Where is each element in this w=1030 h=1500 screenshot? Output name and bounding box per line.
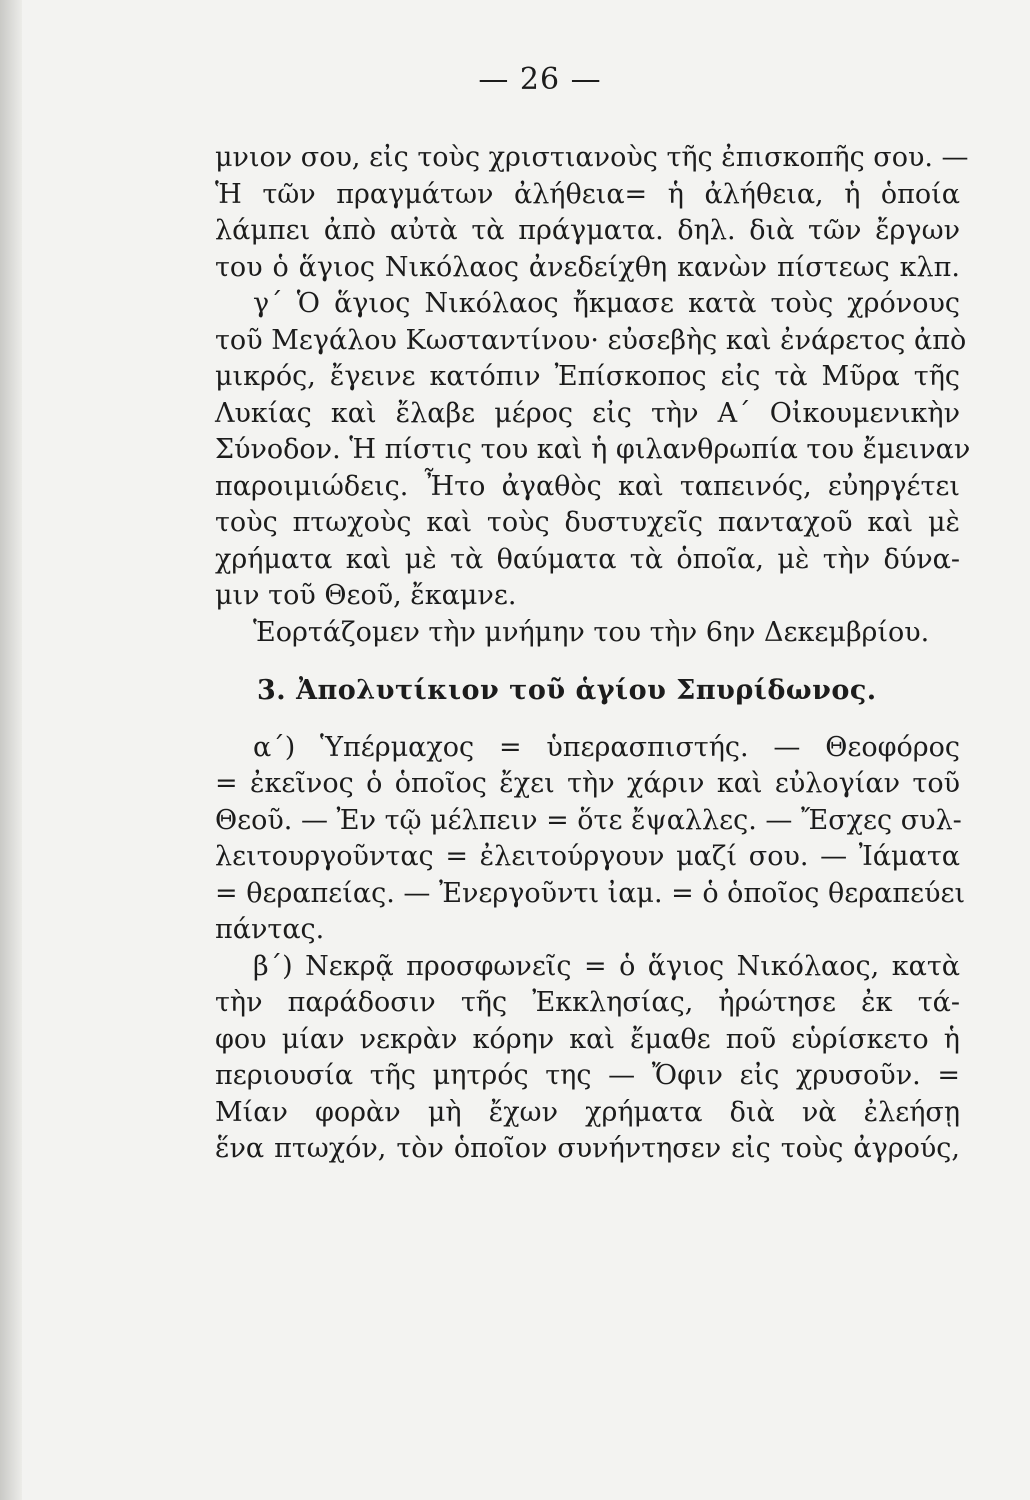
text-line: Ἑορτάζομεν τὴν μνήμην του τὴν 6ην Δεκεμβρίου. <box>253 616 930 648</box>
text-line: ἕνα πτωχόν, τὸν ὁποῖον συνήντησεν εἰς τοὺς ἀγρούς, <box>215 1133 960 1164</box>
text-line: γ΄ Ὁ ἅγιος Νικόλαος ἤκμασε κατὰ τοὺς χρόνους <box>253 288 960 319</box>
paragraph <box>215 949 960 1168</box>
text-line: παροιμιώδεις. Ἦτο ἀγαθὸς καὶ ταπεινός, εὐηργέτει <box>215 470 960 502</box>
text-line: Λυκίας καὶ ἔλαβε μέρος εἰς τὴν Α΄ Οἰκουμενικὴν <box>215 397 960 429</box>
text-line: α΄) Ὑπέρμαχος = ὑπερασπιστής. — Θεοφόρος <box>253 731 960 763</box>
page-number: — 26 — <box>478 62 602 97</box>
text-line: β΄) Νεκρᾷ προσφωνεῖς = ὁ ἅγιος Νικόλαος, κατὰ <box>253 950 960 982</box>
text-line: μικρός, ἔγεινε κατόπιν Ἐπίσκοπος εἰς τὰ Μῦρα τῆς <box>215 361 960 392</box>
paragraph <box>215 615 960 652</box>
paragraph <box>215 730 966 949</box>
text-line: πάντας. <box>215 914 325 945</box>
text-line: του ὁ ἅγιος Νικόλαος ἀνεδείχθη κανὼν πίστεως κλπ. <box>215 251 960 283</box>
text-line: μνιον σου, εἰς τοὺς χριστιανοὺς τῆς ἐπισκοπῆς σου. — <box>215 142 969 173</box>
text-line: λειτουργοῦντας = ἐλειτούργουν μαζί σου. — Ἰάματα <box>215 841 960 872</box>
text-line: τοῦ Μεγάλου Κωσταντίνου· εὐσεβὴς καὶ ἐνάρετος ἀπὸ <box>215 324 967 356</box>
text-line: μιν τοῦ Θεοῦ, ἔκαμνε. <box>215 580 517 611</box>
text-block <box>215 140 971 1168</box>
text-line: τὴν παράδοσιν τῆς Ἐκκλησίας, ἠρώτησε ἐκ τά- <box>215 987 960 1018</box>
paragraph <box>215 286 971 615</box>
text-line: = θεραπείας. — Ἐνεργοῦντι ἰαμ. = ὁ ὁποῖος θεραπεύει <box>215 877 966 909</box>
page-edge-shadow <box>0 0 22 1500</box>
text-line: = ἐκεῖνος ὁ ὁποῖος ἔχει τὴν χάριν καὶ εὐλογίαν τοῦ <box>215 768 960 799</box>
text-line: Ἡ τῶν πραγμάτων ἀλήθεια= ἡ ἀλήθεια, ἡ ὁποία <box>215 178 960 210</box>
paragraph <box>215 140 969 286</box>
text-line: Μίαν φορὰν μὴ ἔχων χρήματα διὰ νὰ ἐλεήσῃ <box>215 1096 960 1128</box>
text-line: περιουσία τῆς μητρός της — Ὄφιν εἰς χρυσοῦν. = <box>215 1060 960 1091</box>
text-line: χρήματα καὶ μὲ τὰ θαύματα τὰ ὁποῖα, μὲ τὴν δύνα- <box>215 543 960 575</box>
text-line: φου μίαν νεκρὰν κόρην καὶ ἔμαθε ποῦ εὑρίσκετο ἡ <box>215 1023 960 1055</box>
text-line: λάμπει ἀπὸ αὐτὰ τὰ πράγματα. δηλ. διὰ τῶν ἔργων <box>215 215 960 246</box>
section-heading: 3. Ἀπολυτίκιον τοῦ ἁγίου Σπυρίδωνος. <box>257 675 877 706</box>
text-line: Θεοῦ. — Ἐν τῷ μέλπειν = ὅτε ἔψαλλες. — Ἔσχες συλ- <box>215 804 962 836</box>
text-line: Σύνοδον. Ἡ πίστις του καὶ ἡ φιλανθρωπία του ἔμειναν <box>215 434 971 465</box>
text-line: τοὺς πτωχοὺς καὶ τοὺς δυστυχεῖς πανταχοῦ καὶ μὲ <box>215 507 960 538</box>
